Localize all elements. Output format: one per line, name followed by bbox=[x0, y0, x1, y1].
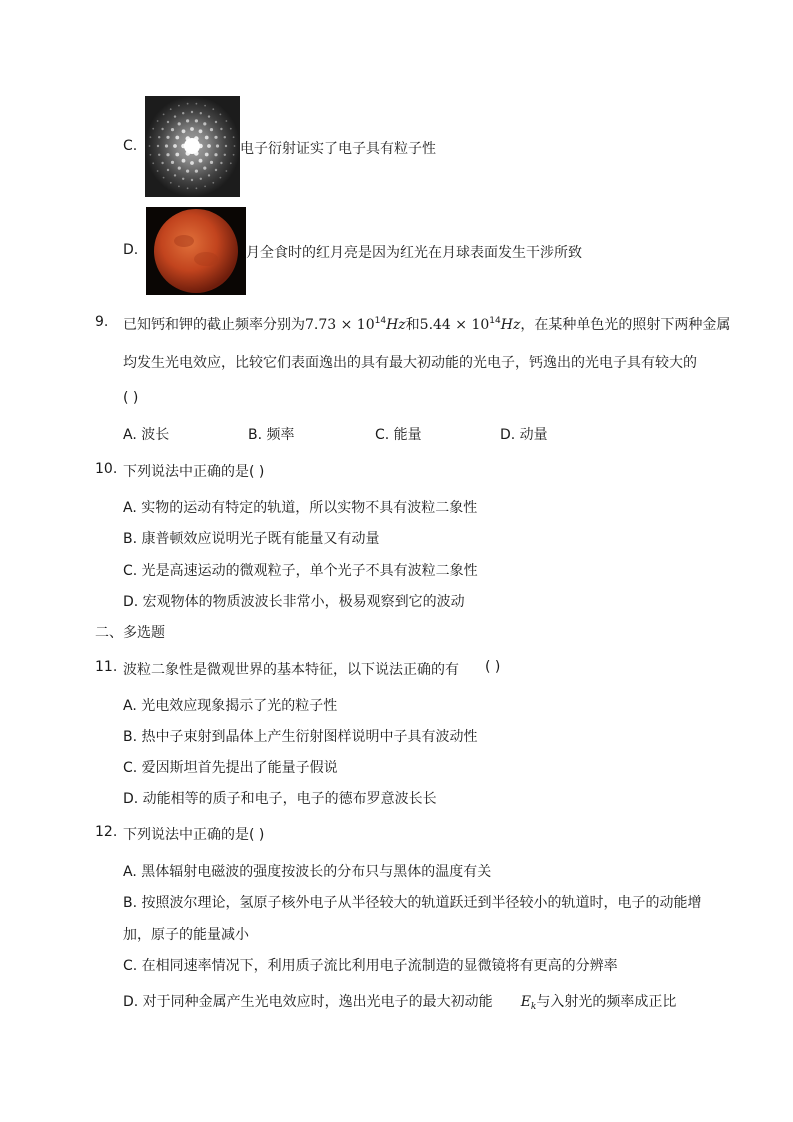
section-title-multiple-choice: 二、多选题 bbox=[95, 625, 165, 641]
q12-option-a: A. 黑体辐射电磁波的强度按波长的分布只与黑体的温度有关 bbox=[123, 864, 492, 880]
q8-option-c-text: 电子衍射证实了电子具有粒子性 bbox=[240, 141, 436, 157]
q8-option-d-letter: D. bbox=[123, 242, 139, 258]
q9-exponent-1: 14 bbox=[374, 316, 387, 326]
q9-value-1: 7.73 × 10 bbox=[305, 317, 375, 333]
q9-unit-1: Hz bbox=[386, 317, 406, 333]
q9-stem-line1 bbox=[123, 314, 730, 334]
q12-option-c: C. 在相同速率情况下，利用质子流比利用电子流制造的显微镜将有更高的分辨率 bbox=[123, 958, 618, 974]
q11-option-b: B. 热中子束射到晶体上产生衍射图样说明中子具有波动性 bbox=[123, 729, 478, 745]
q9-and: 和 bbox=[405, 317, 420, 333]
q12-kinetic-energy-subscript: k bbox=[530, 1002, 537, 1012]
q11-option-c: C. 爱因斯坦首先提出了能量子假说 bbox=[123, 760, 338, 776]
red-moon-image bbox=[146, 207, 246, 295]
q12-kinetic-energy-symbol: E bbox=[520, 994, 531, 1010]
q9-answer-paren: ( ) bbox=[123, 390, 139, 406]
q12-option-d bbox=[123, 991, 676, 1011]
q11-number: 11. bbox=[95, 659, 118, 675]
q10-stem: 下列说法中正确的是( ) bbox=[123, 464, 265, 480]
q10-option-d: D. 宏观物体的物质波波长非常小，极易观察到它的波动 bbox=[123, 594, 465, 610]
q9-option-c: C. 能量 bbox=[375, 427, 422, 443]
q9-stem-line2: 均发生光电效应，比较它们表面逸出的具有最大初动能的光电子，钙逸出的光电子具有较大的 bbox=[123, 355, 697, 371]
electron-diffraction-image bbox=[145, 96, 240, 197]
q10-option-b: B. 康普顿效应说明光子既有能量又有动量 bbox=[123, 531, 380, 547]
q12-number: 12. bbox=[95, 824, 118, 840]
q9-exponent-2: 14 bbox=[489, 316, 501, 326]
q12-option-d-text-b: 与入射光的频率成正比 bbox=[536, 994, 677, 1010]
q8-option-c-letter: C. bbox=[123, 138, 138, 154]
q9-option-d: D. 动量 bbox=[500, 427, 548, 443]
q11-stem: 波粒二象性是微观世界的基本特征，以下说法正确的有 bbox=[123, 662, 459, 678]
q9-number: 9. bbox=[95, 314, 109, 330]
q12-option-d-text-a: D. 对于同种金属产生光电效应时，逸出光电子的最大初动能 bbox=[123, 994, 493, 1010]
q11-option-d: D. 动能相等的质子和电子，电子的德布罗意波长长 bbox=[123, 791, 437, 807]
q9-option-b: B. 频率 bbox=[248, 427, 295, 443]
q12-stem: 下列说法中正确的是( ) bbox=[123, 827, 265, 843]
q9-stem-text: 已知钙和钾的截止频率分别为 bbox=[123, 317, 305, 333]
q11-answer-paren: ( ) bbox=[485, 659, 501, 675]
q12-option-b-line1: B. 按照波尔理论，氢原子核外电子从半径较大的轨道跃迁到半径较小的轨道时，电子的动能增 bbox=[123, 895, 702, 911]
q12-option-b-line2: 加，原子的能量减小 bbox=[123, 927, 249, 943]
q11-option-a: A. 光电效应现象揭示了光的粒子性 bbox=[123, 698, 338, 714]
q8-option-d-text: 月全食时的红月亮是因为红光在月球表面发生干涉所致 bbox=[246, 245, 582, 261]
q10-number: 10. bbox=[95, 461, 118, 477]
q9-unit-2: Hz bbox=[500, 317, 521, 333]
q9-value-2: 5.44 × 10 bbox=[419, 317, 490, 333]
q10-option-c: C. 光是高速运动的微观粒子，单个光子不具有波粒二象性 bbox=[123, 563, 478, 579]
q9-stem-text-b: ，在某种单色光的照射下两种金属 bbox=[520, 317, 731, 333]
q10-option-a: A. 实物的运动有特定的轨道，所以实物不具有波粒二象性 bbox=[123, 500, 478, 516]
q9-option-a: A. 波长 bbox=[123, 427, 170, 443]
